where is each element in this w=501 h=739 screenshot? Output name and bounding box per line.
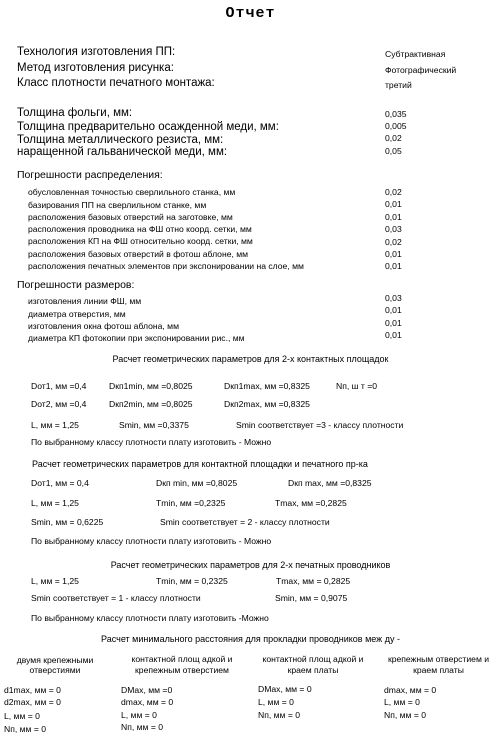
calc2-verdict: По выбранному классу плотности плату изготовить - Можно: [31, 536, 272, 546]
calc2-r3-c2: Smin соответствует = 2 - классу плотности: [160, 517, 330, 527]
calc2-r2-c1: L, мм = 1,25: [31, 498, 79, 508]
thick-value-1: 0,035: [385, 109, 407, 119]
calc4-col2-header-2: крепежным отверстием: [135, 665, 229, 675]
calc4-col1-value-3: L, мм = 0: [4, 711, 40, 721]
sizes-label-1: изготовления линии ФШ, мм: [28, 296, 142, 306]
calc3-r2-c2: Smin, мм = 0,9075: [275, 593, 348, 603]
calc4-col1-header-2: отверстиями: [29, 665, 81, 675]
calc1-r3-c1: L, мм = 1,25: [31, 420, 79, 430]
calc2-r3-c1: Smin, мм = 0,6225: [31, 517, 104, 527]
calc4-col1-header-1: двумя крепежными: [16, 655, 94, 665]
calc1-r1-c2: Dкп1min, мм =0,8025: [109, 381, 193, 391]
distrib-label-1: обусловленная точностью сверлильного станка, мм: [28, 187, 236, 197]
sizes-label-4: диаметра КП фотокопии при экспонировании рис., мм: [28, 333, 245, 343]
calc4-col3-value-1: DMax, мм = 0: [258, 684, 312, 694]
calc4-col1-value-4: Nп, мм = 0: [4, 724, 47, 734]
distrib-label-3: расположения базовых отверстий на заготовке, мм: [28, 212, 233, 222]
calc3-r1-c2: Tmin, мм = 0,2325: [156, 576, 228, 586]
calc4-col2-value-1: DMax, мм =0: [121, 685, 173, 695]
sizes-label-3: изготовления окна фотош аблона, мм: [28, 321, 179, 331]
calc4-heading: Расчет минимального расстояния для прокладки проводников меж ду -: [101, 634, 400, 644]
thick-label-4: наращенной гальванической меди, мм:: [17, 146, 228, 158]
sizes-value-2: 0,01: [385, 305, 402, 315]
calc4-col4-header-1: крепежным отверстием и: [387, 654, 490, 664]
thick-label-1: Толщина фольги, мм:: [17, 107, 133, 119]
calc3-r1-c3: Tmax, мм = 0,2825: [276, 576, 351, 586]
sizes-value-1: 0,03: [385, 293, 402, 303]
calc4-col4-value-2: L, мм = 0: [384, 697, 420, 707]
calc4-col3-value-3: Nп, мм = 0: [258, 710, 301, 720]
tech-label-1: Технология изготовления ПП:: [17, 46, 176, 58]
calc1-r1-c1: Dот1, мм =0,4: [31, 381, 87, 391]
calc1-verdict: По выбранному классу плотности плату изготовить - Можно: [31, 437, 272, 447]
distrib-label-4: расположения проводника на ФШ отно коорд. сетки, мм: [28, 224, 252, 234]
calc3-heading: Расчет геометрических параметров для 2-х печатных проводников: [110, 560, 391, 570]
distrib-value-4: 0,03: [385, 224, 402, 234]
tech-value-2: Фотографический: [385, 65, 457, 75]
distrib-label-5: расположения КП на ФШ относительно коорд. сетки, мм: [28, 236, 253, 246]
thick-label-2: Толщина предварительно осажденной меди, мм:: [17, 121, 279, 133]
calc1-r2-c2: Dкп2min, мм =0,8025: [109, 399, 193, 409]
report-title: Отчет: [225, 5, 276, 22]
distrib-value-5: 0,02: [385, 237, 402, 247]
tech-label-3: Класс плотности печатного монтажа:: [17, 77, 215, 89]
calc4-col1-value-2: d2max, мм = 0: [4, 697, 61, 707]
thick-value-2: 0,005: [385, 121, 407, 131]
tech-label-2: Метод изготовления рисунка:: [17, 62, 174, 74]
tech-value-3: третий: [385, 80, 412, 90]
calc2-r1-c2: Dкп min, мм =0,8025: [156, 478, 238, 488]
calc2-r1-c1: Dот1, мм = 0,4: [31, 478, 89, 488]
distrib-value-1: 0,02: [385, 187, 402, 197]
calc4-col2-value-2: dmax, мм = 0: [121, 697, 174, 707]
distrib-heading: Погрешности распределения:: [17, 169, 163, 181]
calc1-heading: Расчет геометрических параметров для 2-х контактных площадок: [112, 354, 389, 364]
calc4-col2-header-1: контактной площ адкой и: [131, 654, 233, 664]
calc4-col3-value-2: L, мм = 0: [258, 697, 294, 707]
calc1-r1-c4: Nп, ш т =0: [336, 381, 378, 391]
calc4-col2-value-4: Nп, мм = 0: [121, 722, 164, 732]
calc4-col2-value-3: L, мм = 0: [121, 710, 157, 720]
calc2-r2-c3: Tmax, мм =0,2825: [275, 498, 347, 508]
calc4-col3-header-2: краем платы: [287, 665, 339, 675]
calc4-col1-value-1: d1max, мм = 0: [4, 685, 61, 695]
calc2-r2-c2: Tmin, мм =0,2325: [156, 498, 226, 508]
distrib-value-2: 0,01: [385, 199, 402, 209]
tech-value-1: Субтрактивная: [385, 49, 446, 59]
calc3-r2-c1: Smin соответствует = 1 - классу плотности: [31, 593, 201, 603]
calc4-col4-header-2: краем платы: [413, 665, 464, 675]
thick-value-3: 0,02: [385, 133, 402, 143]
distrib-value-3: 0,01: [385, 212, 402, 222]
sizes-value-3: 0,01: [385, 318, 402, 328]
calc1-r3-c3: Smin соответствует =3 - классу плотности: [236, 420, 404, 430]
calc4-col4-value-3: Nп, мм = 0: [384, 710, 427, 720]
thick-value-4: 0,05: [385, 146, 402, 156]
calc2-heading: Расчет геометрических параметров для контактной площадки и печатного пр-ка: [32, 459, 368, 469]
sizes-label-2: диаметра отверстия, мм: [28, 309, 126, 319]
distrib-value-6: 0,01: [385, 249, 402, 259]
thick-label-3: Толщина металлического резиста, мм:: [17, 134, 224, 146]
calc4-col3-header-1: контактной площ адкой и: [262, 654, 364, 664]
calc4-col4-value-1: dmax, мм = 0: [384, 685, 437, 695]
sizes-value-4: 0,01: [385, 330, 402, 340]
calc2-r1-c3: Dкп max, мм =0,8325: [288, 478, 372, 488]
distrib-label-2: базирования ПП на сверлильном станке, мм: [28, 200, 207, 210]
distrib-label-7: расположения печатных элементов при экспонировании на слое, мм: [28, 261, 304, 271]
calc3-r1-c1: L, мм = 1,25: [31, 576, 79, 586]
calc1-r2-c1: Dот2, мм =0,4: [31, 399, 87, 409]
distrib-label-6: расположения базовых отверстий в фотош аблоне, мм: [28, 249, 249, 259]
calc1-r1-c3: Dкп1max, мм =0,8325: [224, 381, 310, 391]
calc3-verdict: По выбранному классу плотности плату изготовить -Можно: [31, 613, 269, 623]
calc1-r2-c3: Dкп2max, мм =0,8325: [224, 399, 310, 409]
sizes-heading: Погрешности размеров:: [17, 279, 135, 291]
calc1-r3-c2: Smin, мм =0,3375: [119, 420, 189, 430]
distrib-value-7: 0,01: [385, 261, 402, 271]
